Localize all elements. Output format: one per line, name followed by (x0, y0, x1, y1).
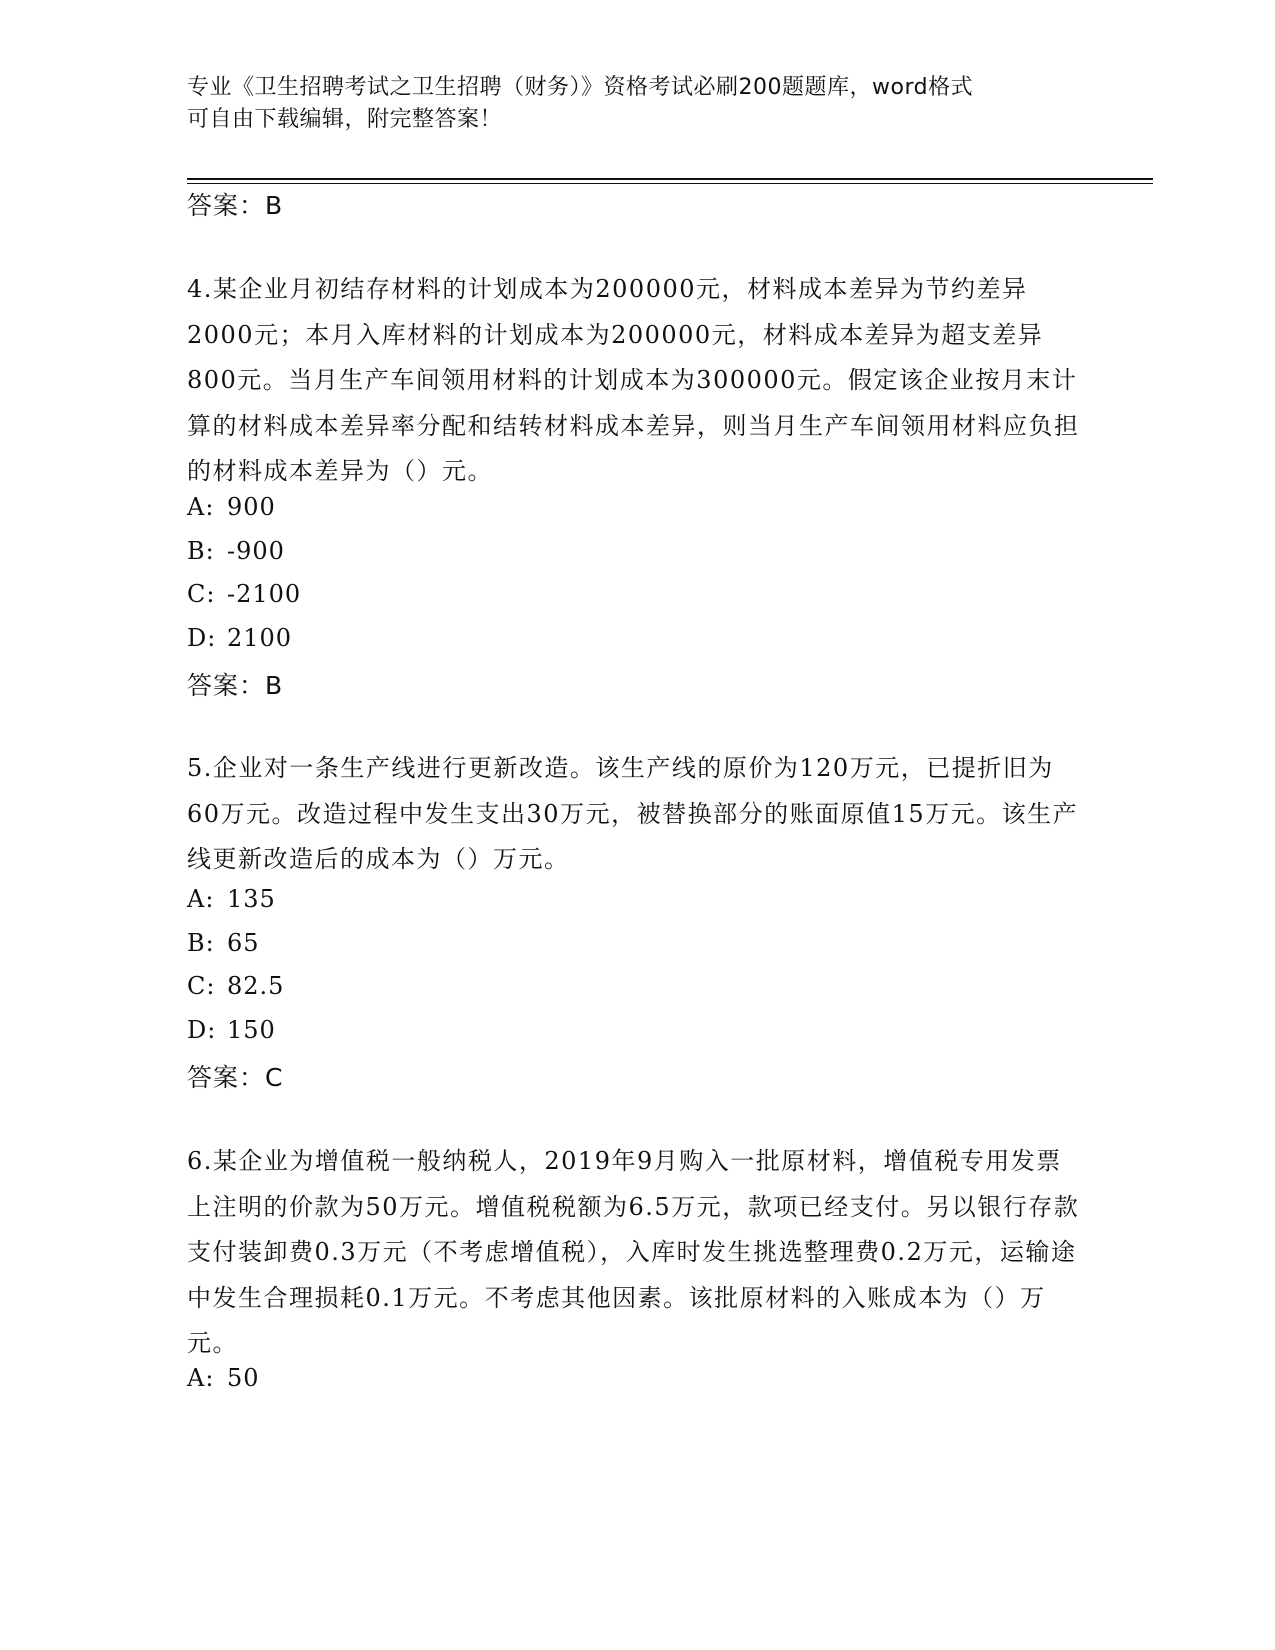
question-6-option-a (187, 1364, 260, 1392)
option-value: -900 (227, 537, 285, 565)
question-4-text: 4.某企业月初结存材料的计划成本为200000元，材料成本差异为节约差异2000元；本月入库材料的计划成本为200000元，材料成本差异为超支差异800元。当月生产车间领用材料的计划成本为300000元。假定该企业按月末计算的材料成本差异率分配和结转材料成本差异，则当月生产车间领用材料应负担的材料成本差异为（）元。 (187, 275, 1080, 485)
option-letter: D: (187, 624, 217, 652)
option-value: 2100 (227, 624, 293, 652)
option-letter: B: (187, 929, 215, 957)
option-letter: A: (187, 885, 215, 913)
question-5-option-c (187, 972, 284, 1000)
question-4-option-b (187, 537, 285, 565)
question-5-option-a (187, 885, 276, 913)
question-6-text: 6.某企业为增值税一般纳税人，2019年9月购入一批原材料，增值税专用发票上注明的价款为50万元。增值税税额为6.5万元，款项已经支付。另以银行存款支付装卸费0.3万元（不考虑增值税），入库时发生挑选整理费0.2万元，运输途中发生合理损耗0.1万元。不考虑其他因素。该批原材料的入账成本为（）万元。 (187, 1147, 1080, 1357)
previous-answer: 答案：B (187, 191, 284, 220)
option-value: 900 (227, 493, 276, 521)
option-letter: A: (187, 1364, 215, 1392)
option-letter: C: (187, 580, 216, 608)
option-value: 150 (227, 1016, 276, 1044)
option-letter: D: (187, 1016, 217, 1044)
option-value: 135 (227, 885, 276, 913)
option-value: 50 (227, 1364, 260, 1392)
header-rule-thin (187, 183, 1153, 184)
question-5-text: 5.企业对一条生产线进行更新改造。该生产线的原价为120万元，已提折旧为60万元。改造过程中发生支出30万元，被替换部分的账面原值15万元。该生产线更新改造后的成本为（）万元。 (187, 754, 1079, 873)
option-letter: C: (187, 972, 216, 1000)
option-letter: B: (187, 537, 215, 565)
question-4-option-c (187, 580, 301, 608)
header-rule-thick (187, 178, 1153, 180)
question-4-option-a (187, 493, 276, 521)
option-letter: A: (187, 493, 215, 521)
question-5-option-b (187, 929, 260, 957)
question-4-answer: 答案：B (187, 671, 284, 700)
header-line-2: 可自由下载编辑，附完整答案！ (187, 107, 503, 132)
question-5-answer: 答案：C (187, 1063, 284, 1092)
option-value: -2100 (227, 580, 302, 608)
option-value: 82.5 (227, 972, 285, 1000)
option-value: 65 (227, 929, 260, 957)
question-4-option-d (187, 624, 292, 652)
header-line-1: 专业《卫生招聘考试之卫生招聘（财务）》资格考试必刷200题题库，word格式 (187, 75, 974, 100)
question-5-option-d (187, 1016, 276, 1044)
document-header (187, 72, 1067, 136)
